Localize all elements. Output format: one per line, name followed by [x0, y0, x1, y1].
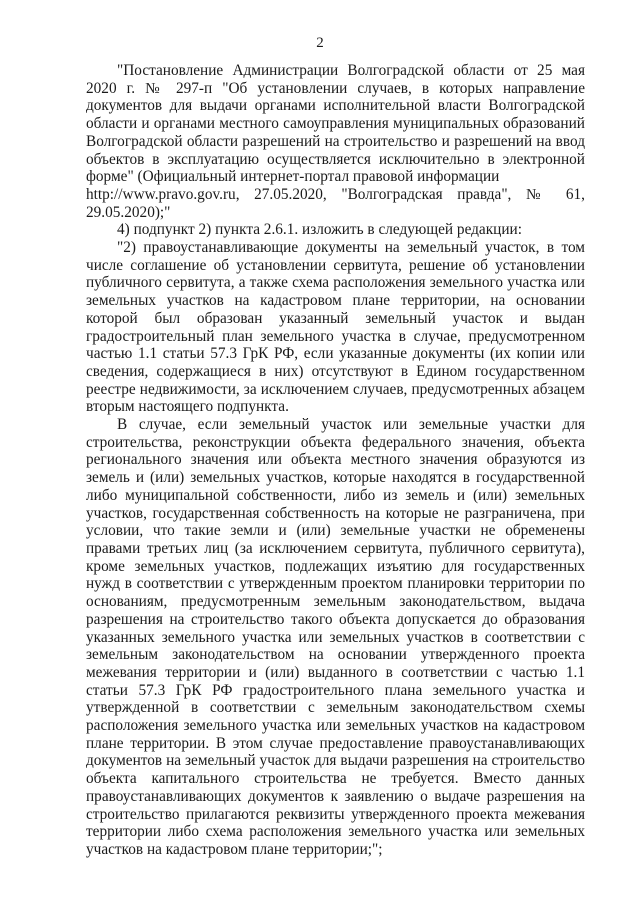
- paragraph-citation: "Постановление Администрации Волгоградской области от 25 мая 2020 г. № 297-п "Об установлении случаев, в которых направление документов для выдачи органами исполнительной власти Волгоградской области и органами местного самоуправления муниципальных образований Волгоградской области разрешений на строительство и разрешений на ввод объектов в эксплуатацию осуществляется исключительно в электронной форме" (Официальный интернет-портал правовой информации: [86, 62, 585, 186]
- page-number: 2: [316, 35, 324, 51]
- paragraph-exception-case: В случае, если земельный участок или земельные участки для строительства, реконструкции объекта федерального значения, объекта регионального значения или объекта местного значения образуются из земель и (или) земельных участков, которые находятся в государственной либо муниципальной собственности, либо из земель и (или) земельных участков, государственная собственность на которые не разграничена, при условии, что такие земли и (или) земельные участки не обременены правами третьих лиц (за исключением сервитута, публичного сервитута), кроме земельных участков, подлежащих изъятию для государственных нужд в соответствии с утвержденным проектом планировки территории по основаниям, предусмотренным земельным законодательством, выдача разрешения на строительство такого объекта допускается до образования указанных земельного участка или земельных участков в соответствии с земельным законодательством на основании утвержденного проекта межевания территории и (или) выданного в соответствии с частью 1.1 статьи 57.3 ГрК РФ градостроительного плана земельного участка и утвержденной в соответствии с земельным законодательством схемы расположения земельного участка или земельных участков на кадастровом плане территории. В этом случае предоставление правоустанавливающих документов на земельный участок для выдачи разрешения на строительство объекта капитального строительства не требуется. Вместо данных правоустанавливающих документов к заявлению о выдаче разрешения на строительство прилагаются реквизиты утвержденного проекта межевания территории либо схема расположения земельного участка или земельных участков на кадастровом плане территории;";: [86, 416, 585, 858]
- paragraph-subitem-2: "2) правоустанавливающие документы на земельный участок, в том числе соглашение об установлении сервитута, решение об установлении публичного сервитута, а также схема расположения земельного участка или земельных участков на кадастровом плане территории, на основании которой был образован указанный земельный участок и выдан градостроительный план земельного участка в случае, предусмотренном частью 1.1 статьи 57.3 ГрК РФ, если указанные документы (их копии или сведения, содержащиеся в них) отсутствуют в Едином государственном реестре недвижимости, за исключением случаев, предусмотренных абзацем вторым настоящего подпункта.: [86, 239, 585, 416]
- paragraph-citation-source: http://www.pravo.gov.ru, 27.05.2020, "Волгоградская правда", № 61, 29.05.2020);": [86, 185, 585, 221]
- paragraph-amendment-instruction: 4) подпункт 2) пункта 2.6.1. изложить в следующей редакции:: [117, 221, 522, 239]
- document-body: [86, 62, 585, 859]
